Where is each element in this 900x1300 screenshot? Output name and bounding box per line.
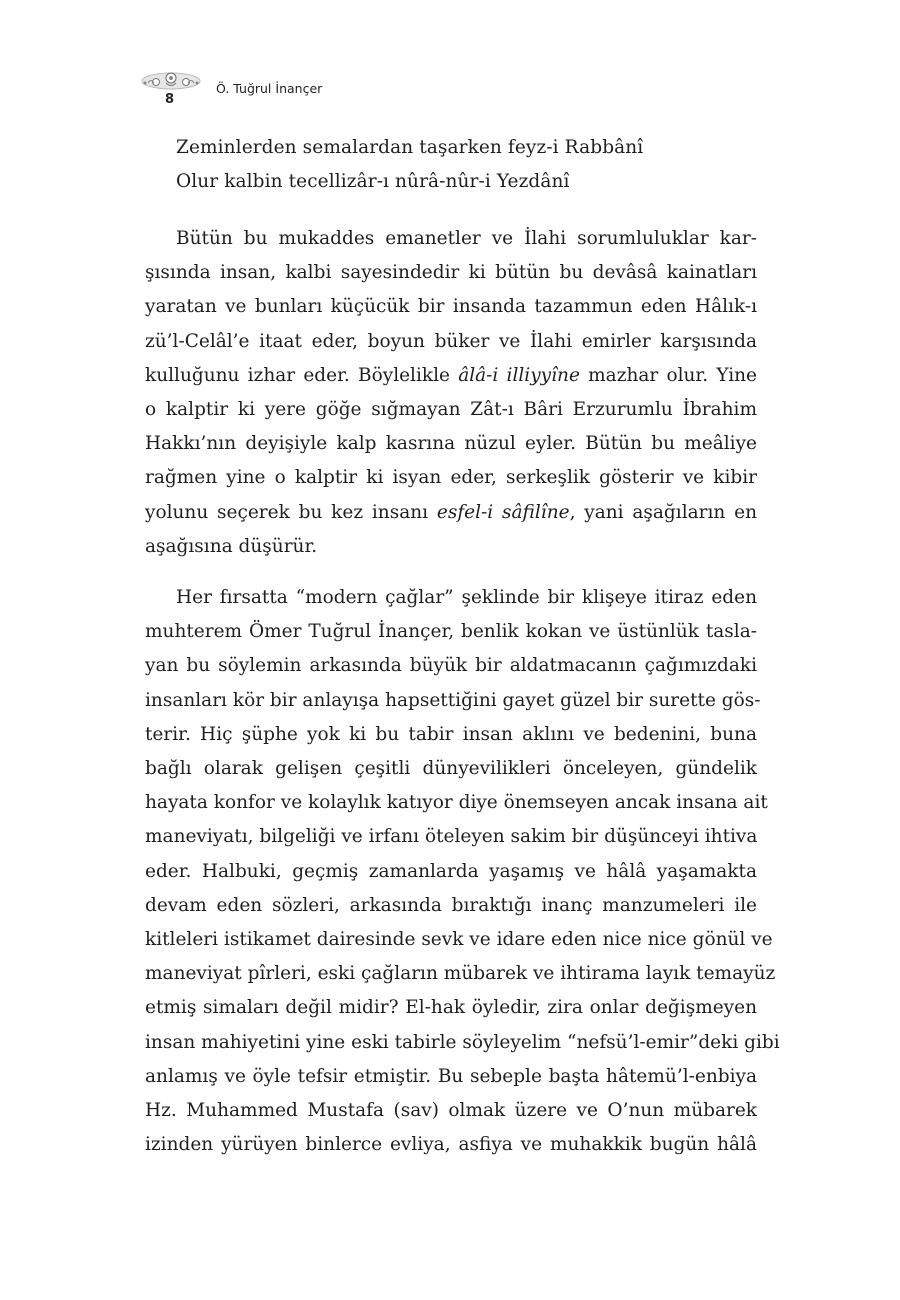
text-line: devam eden sözleri, arkasında bıraktığı inanç manzumeleri ile — [145, 894, 757, 916]
text-line — [145, 359, 757, 393]
text-run: yolunu seçerek bu kez insanı — [145, 501, 437, 523]
page-number: 8 — [165, 92, 175, 107]
text-line: aşağısına düşürür. — [145, 535, 318, 557]
text-line: terir. Hiç şüphe yok ki bu tabir insan aklını ve bedenini, buna — [145, 723, 757, 745]
text-line: anlamış ve öyle tefsir etmiştir. Bu sebeple başta hâtemü’l-enbiya — [145, 1065, 757, 1087]
text-line: bağlı olarak gelişen çeşitli dünyevilikleri önceleyen, gündelik — [145, 758, 757, 780]
text-line: hayata konfor ve kolaylık katıyor diye önemseyen ancak insana ait — [145, 792, 768, 814]
text-line: izinden yürüyen binlerce evliya, asfiya ve muhakkik bugün hâlâ — [145, 1134, 757, 1156]
text-line: o kalptir ki yere göğe sığmayan Zât-ı Bâri Erzurumlu İbrahim — [145, 399, 757, 421]
text-line: Hakkı’nın deyişiyle kalp kasrına nüzul eyler. Bütün bu meâliye — [145, 433, 757, 455]
running-head-author: Ö. Tuğrul İnançer — [216, 81, 323, 96]
text-line: eder. Halbuki, geçmiş zamanlarda yaşamış ve hâlâ yaşamakta — [145, 860, 757, 882]
text-line: kitleleri istikamet dairesinde sevk ve idare eden nice nice gönül ve — [145, 929, 773, 951]
text-line: etmiş simaları değil midir? El-hak öyledir, zira onlar değişmeyen — [145, 997, 757, 1019]
text-line: zü’l-Celâl’e itaat eder, boyun büker ve İlahi emirler karşısında — [145, 330, 757, 352]
body-text — [145, 222, 780, 1162]
italic-term: âlâ-i illiyyîne — [458, 364, 580, 386]
text-line — [145, 496, 757, 530]
italic-term: esfel-i sâfilîne — [436, 501, 570, 523]
text-line: muhterem Ömer Tuğrul İnançer, benlik kokan ve üstünlük tasla- — [145, 621, 757, 643]
verse-line: Zeminlerden semalardan taşarken feyz-i Rabbânî — [176, 137, 644, 158]
text-run: kulluğunu izhar eder. Böylelikle — [145, 364, 459, 386]
text-run: mazhar olur. Yine — [579, 364, 758, 386]
text-run: , yani aşağıların en — [569, 501, 757, 523]
text-line: Her fırsatta “modern çağlar” şeklinde bir klişeye itiraz eden — [176, 587, 757, 609]
text-line: Hz. Muhammed Mustafa (sav) olmak üzere ve O’nun mübarek — [145, 1100, 757, 1122]
text-line: insanları kör bir anlayışa hapsettiğini gayet güzel bir surette gös- — [145, 689, 761, 711]
text-line: insan mahiyetini yine eski tabirle söyleyelim “nefsü’l-emir”deki gibi — [145, 1031, 780, 1053]
text-line: yaratan ve bunları küçücük bir insanda tazammun eden Hâlık-ı — [145, 296, 757, 318]
paragraph — [145, 222, 757, 564]
text-line: rağmen yine o kalptir ki isyan eder, serkeşlik gösterir ve kibir — [145, 467, 757, 489]
text-line: Bütün bu mukaddes emanetler ve İlahi sorumluluklar kar- — [176, 228, 757, 249]
text-line: şısında insan, kalbi sayesindedir ki bütün bu devâsâ kainatları — [145, 262, 757, 284]
paragraph — [145, 581, 780, 1162]
text-line: maneviyatı, bilgeliği ve irfanı öteleyen sakim bir düşünceyi ihtiva — [145, 826, 758, 848]
text-line: yan bu söylemin arkasında büyük bir aldatmacanın çağımızdaki — [145, 655, 757, 677]
text-line: maneviyat pîrleri, eski çağların mübarek ve ihtirama layık temayüz — [145, 963, 776, 985]
page-header — [140, 70, 780, 110]
verse-block — [176, 131, 776, 199]
verse-line: Olur kalbin tecellizâr-ı nûrâ-nûr-i Yezdânî — [176, 171, 570, 192]
